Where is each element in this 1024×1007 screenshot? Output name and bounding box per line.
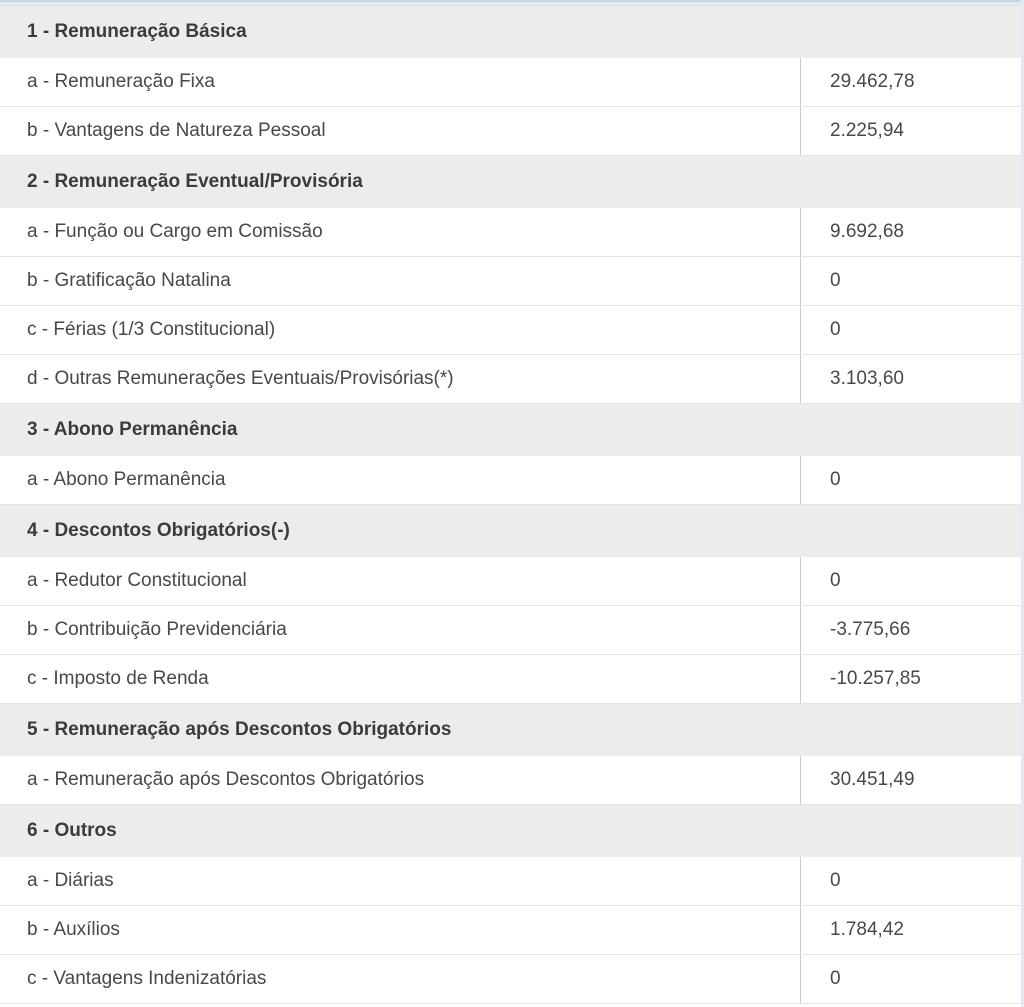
row-label: d - Outras Remunerações Eventuais/Provisórias(*) — [0, 355, 801, 403]
row-label: a - Diárias — [0, 857, 801, 905]
section-title: 1 - Remuneração Básica — [27, 21, 247, 42]
table-row — [0, 257, 1024, 306]
row-value: 9.692,68 — [830, 221, 904, 242]
row-value: -10.257,85 — [830, 668, 921, 689]
section-title: 4 - Descontos Obrigatórios(-) — [27, 520, 290, 541]
section-header-row — [0, 6, 1024, 58]
row-value: 0 — [830, 469, 841, 490]
row-value: -3.775,66 — [830, 619, 911, 640]
table-row — [0, 208, 1024, 257]
row-label: a - Função ou Cargo em Comissão — [0, 208, 801, 256]
row-value: 0 — [830, 870, 841, 891]
table-row — [0, 306, 1024, 355]
table-row — [0, 107, 1024, 156]
row-label: c - Vantagens Indenizatórias — [0, 955, 801, 1003]
table-row — [0, 355, 1024, 404]
section-title: 2 - Remuneração Eventual/Provisória — [27, 171, 363, 192]
row-label: c - Férias (1/3 Constitucional) — [0, 306, 801, 354]
row-label: c - Imposto de Renda — [0, 655, 801, 703]
row-value: 29.462,78 — [830, 71, 915, 92]
row-label: b - Vantagens de Natureza Pessoal — [0, 107, 801, 155]
remuneration-table — [0, 6, 1024, 1004]
row-value: 0 — [830, 570, 841, 591]
row-value: 2.225,94 — [830, 120, 904, 141]
table-row — [0, 857, 1024, 906]
table-row — [0, 756, 1024, 805]
table-row — [0, 955, 1024, 1004]
row-value: 30.451,49 — [830, 769, 915, 790]
table-row — [0, 655, 1024, 704]
section-header-row — [0, 805, 1024, 857]
row-value: 0 — [830, 968, 841, 989]
row-label: b - Auxílios — [0, 906, 801, 954]
table-row — [0, 606, 1024, 655]
section-title: 5 - Remuneração após Descontos Obrigatórios — [27, 719, 452, 740]
table-row — [0, 58, 1024, 107]
row-label: b - Contribuição Previdenciária — [0, 606, 801, 654]
section-header-row — [0, 156, 1024, 208]
row-label: b - Gratificação Natalina — [0, 257, 801, 305]
row-value: 0 — [830, 319, 841, 340]
table-row — [0, 557, 1024, 606]
table-row — [0, 456, 1024, 505]
row-value: 0 — [830, 270, 841, 291]
section-header-row — [0, 505, 1024, 557]
row-label: a - Redutor Constitucional — [0, 557, 801, 605]
row-label: a - Remuneração após Descontos Obrigatórios — [0, 756, 801, 804]
section-title: 6 - Outros — [27, 820, 117, 841]
row-value: 1.784,42 — [830, 919, 904, 940]
section-header-row — [0, 404, 1024, 456]
row-label: a - Remuneração Fixa — [0, 58, 801, 106]
section-title: 3 - Abono Permanência — [27, 419, 238, 440]
row-value: 3.103,60 — [830, 368, 904, 389]
table-row — [0, 906, 1024, 955]
section-header-row — [0, 704, 1024, 756]
row-label: a - Abono Permanência — [0, 456, 801, 504]
